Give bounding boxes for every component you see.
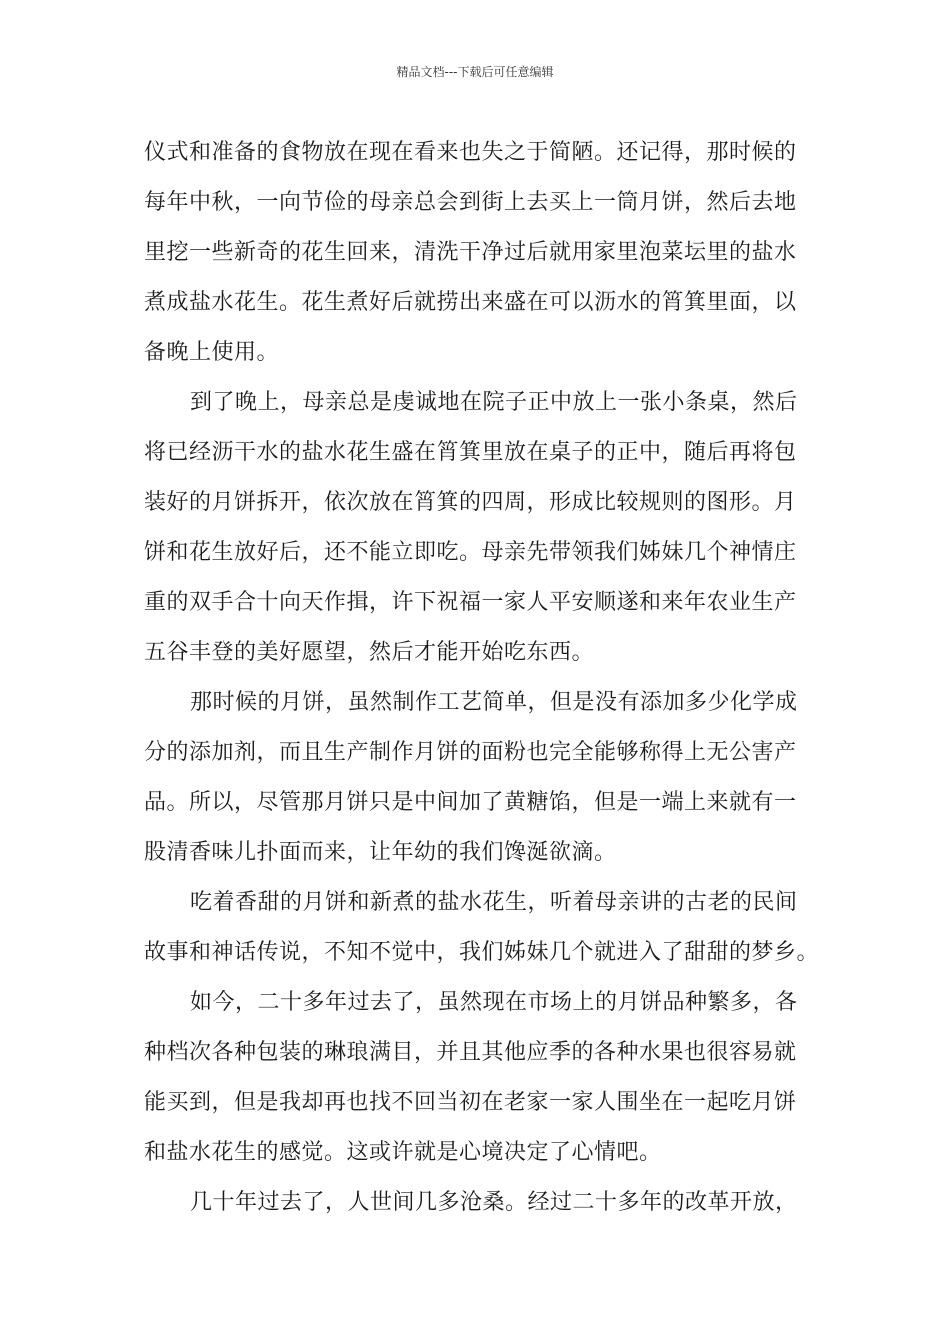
text-line: 品。所以，尽管那月饼只是中间加了黄糖馅，但是一端上来就有一: [144, 790, 797, 815]
document-body: [144, 128, 820, 1228]
text-line: 五谷丰登的美好愿望，然后才能开始吃东西。: [144, 640, 595, 665]
page-header: 精品文档---下载后可任意编辑: [396, 65, 554, 79]
paragraph-5: [144, 978, 808, 1178]
text-line: 故事和神话传说，不知不觉中，我们姊妹几个就进入了甜甜的梦乡。: [144, 940, 820, 965]
text-line: 装好的月饼拆开，依次放在筲箕的四周，形成比较规则的图形。月: [144, 490, 797, 515]
paragraph-6: [144, 1178, 808, 1228]
text-line: 股清香味儿扑面而来，让年幼的我们馋涎欲滴。: [144, 840, 617, 865]
text-line: 仪式和准备的食物放在现在看来也失之于简陋。还记得，那时候的: [144, 140, 797, 165]
paragraph-3: [144, 678, 808, 878]
text-line: 里挖一些新奇的花生回来，清洗干净过后就用家里泡菜坛里的盐水: [144, 240, 797, 265]
text-line: 如今，二十多年过去了，虽然现在市场上的月饼品种繁多，各: [190, 990, 798, 1015]
text-line: 备晚上使用。: [144, 340, 280, 365]
paragraph-2: [144, 378, 808, 678]
paragraph-4: [144, 878, 820, 978]
text-line: 那时候的月饼，虽然制作工艺简单，但是没有添加多少化学成: [190, 690, 798, 715]
text-line: 分的添加剂，而且生产制作月饼的面粉也完全能够称得上无公害产: [144, 740, 797, 765]
text-line: 将已经沥干水的盐水花生盛在筲箕里放在桌子的正中，随后再将包: [144, 440, 797, 465]
text-line: 饼和花生放好后，还不能立即吃。母亲先带领我们姊妹几个神情庄: [144, 540, 797, 565]
text-line: 到了晚上，母亲总是虔诚地在院子正中放上一张小条桌，然后: [190, 390, 798, 415]
paragraph-1: [144, 128, 808, 378]
text-line: 煮成盐水花生。花生煮好后就捞出来盛在可以沥水的筲箕里面，以: [144, 290, 797, 315]
text-line: 每年中秋，一向节俭的母亲总会到街上去买上一筒月饼，然后去地: [144, 190, 797, 215]
text-line: 几十年过去了，人世间几多沧桑。经过二十多年的改革开放，: [190, 1190, 798, 1215]
text-line: 重的双手合十向天作揖，许下祝福一家人平安顺遂和来年农业生产: [144, 590, 797, 615]
text-line: 吃着香甜的月饼和新煮的盐水花生，听着母亲讲的古老的民间: [190, 890, 798, 915]
text-line: 种档次各种包装的琳琅满目，并且其他应季的各种水果也很容易就: [144, 1040, 797, 1065]
text-line: 和盐水花生的感觉。这或许就是心境决定了心情吧。: [144, 1140, 662, 1165]
text-line: 能买到，但是我却再也找不回当初在老家一家人围坐在一起吃月饼: [144, 1090, 797, 1115]
